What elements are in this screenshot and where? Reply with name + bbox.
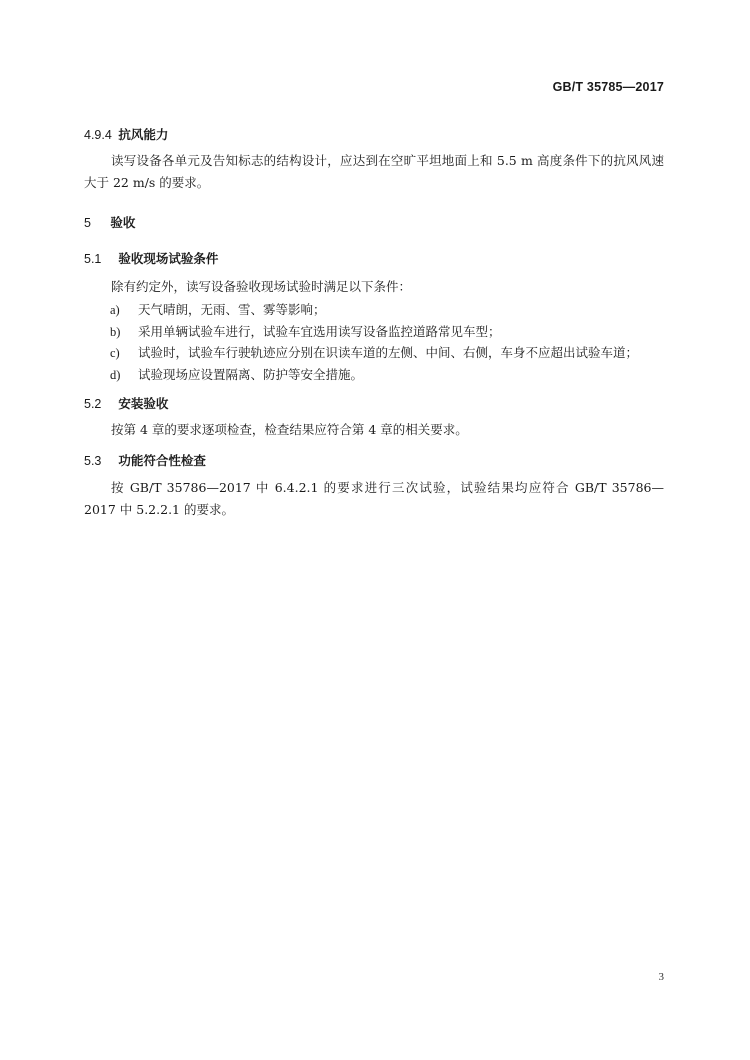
paragraph-test-conditions-intro: 除有约定外，读写设备验收现场试验时满足以下条件：	[111, 279, 412, 294]
section-title: 安装验收	[118, 396, 169, 411]
heading-4-9-4	[84, 125, 168, 143]
list-marker: b)	[110, 325, 121, 339]
list-text: 试验现场应设置隔离、防护等安全措施。	[138, 367, 364, 382]
list-text: 采用单辆试验车进行，试验车宜选用读写设备监控道路常见车型；	[138, 324, 501, 339]
list-item	[110, 300, 326, 318]
heading-5-2	[84, 394, 168, 412]
standard-number: GB/T 35785—2017	[552, 80, 664, 94]
list-item	[110, 365, 363, 383]
list-text: 试验时，试验车行驶轨迹应分别在识读车道的左侧、中间、右侧，车身不应超出试验车道；	[138, 345, 639, 360]
section-number: 5.1	[84, 252, 102, 266]
section-title: 验收现场试验条件	[118, 251, 219, 266]
heading-5	[84, 213, 135, 231]
heading-5-1	[84, 249, 218, 267]
section-number: 4.9.4	[84, 128, 112, 142]
list-text: 天气晴朗，无雨、雪、雾等影响；	[138, 302, 326, 317]
section-title: 抗风能力	[118, 127, 169, 142]
page-number: 3	[658, 971, 664, 983]
list-item	[110, 322, 501, 340]
paragraph-function-conformance: 按 GB/T 35786—2017 中 6.4.2.1 的要求进行三次试验，试验结果均应符合 GB/T 35786—2017 中 5.2.2.1 的要求。	[84, 480, 664, 517]
section-title: 验收	[110, 215, 136, 230]
list-marker: d)	[110, 368, 121, 382]
paragraph-installation-acceptance: 按第 4 章的要求逐项检查，检查结果应符合第 4 章的相关要求。	[111, 422, 468, 437]
section-number: 5.3	[84, 454, 102, 468]
list-marker: a)	[110, 303, 120, 317]
heading-5-3	[84, 451, 206, 469]
list-marker: c)	[110, 346, 120, 360]
section-number: 5.2	[84, 397, 102, 411]
section-number: 5	[84, 216, 91, 230]
paragraph-wind-resistance: 读写设备各单元及告知标志的结构设计，应达到在空旷平坦地面上和 5.5 m 高度条件下的抗风风速大于 22 m/s 的要求。	[84, 153, 664, 190]
section-title: 功能符合性检查	[118, 453, 206, 468]
list-item	[110, 343, 638, 361]
